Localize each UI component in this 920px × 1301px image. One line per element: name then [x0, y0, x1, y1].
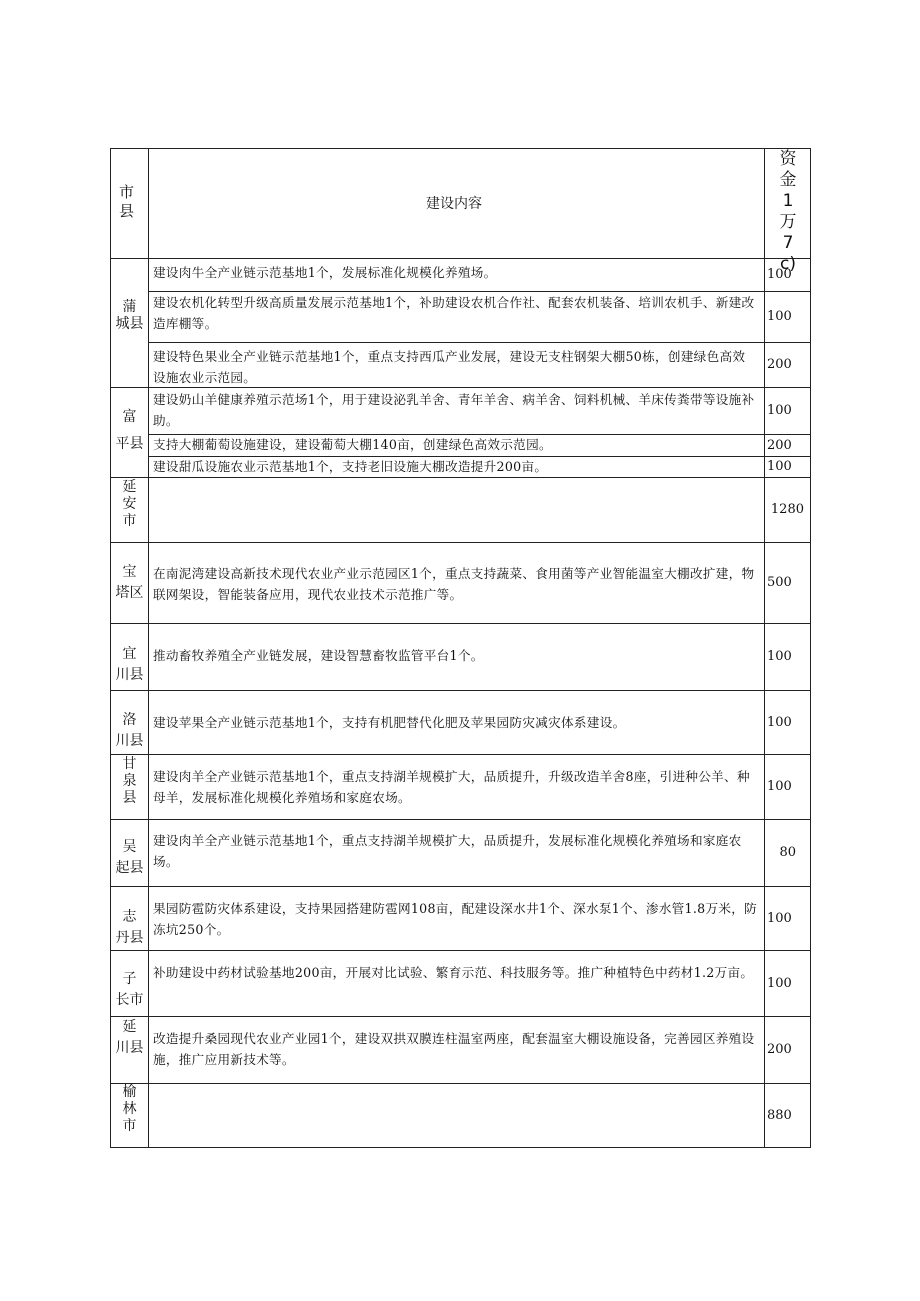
- row-line: [111, 690, 810, 691]
- county-label: 志: [122, 909, 137, 925]
- county-zichang: [111, 971, 148, 1009]
- row-line: [111, 886, 810, 887]
- county-label: 丹县: [115, 930, 144, 946]
- county-label: 川县: [115, 667, 144, 683]
- header-county: [111, 149, 148, 258]
- county-label: 蒲: [122, 299, 137, 315]
- county-label: 泉: [122, 773, 137, 789]
- content-cell: 建设奶山羊健康养殖示范场1个，用于建设泌乳羊舍、青年羊舍、病羊舍、饲料机械、羊床传粪带等设施补助。: [153, 392, 755, 428]
- content-cell: 补助建设中药材试验基地200亩，开展对比试验、繁育示范、科技服务等。推广种植特色中药材1.2万亩。: [153, 965, 754, 980]
- county-label: 子: [122, 971, 137, 987]
- row-line: [111, 1083, 810, 1084]
- content-cell: 建设肉羊全产业链示范基地1个，重点支持湖羊规模扩大，品质提升，升级改造羊舍8座，引进种公羊、种母羊，发展标准化规模化养殖场和家庭农场。: [153, 769, 750, 805]
- row-line: [111, 1016, 810, 1017]
- county-label: 安: [122, 496, 137, 512]
- amount-cell: 100: [767, 403, 792, 418]
- county-yichuan: [111, 646, 148, 684]
- county-ganquan: [111, 756, 148, 807]
- amount-cell: 100: [767, 779, 792, 794]
- amount-cell: 100: [767, 714, 792, 730]
- county-label: 长市: [115, 992, 144, 1008]
- funding-table: [110, 148, 811, 1148]
- county-label: 富: [122, 409, 137, 425]
- county-label: 甘: [122, 756, 137, 772]
- amount-cell: 200: [767, 1042, 792, 1057]
- county-luochuan: [111, 712, 148, 750]
- county-zhidan: [111, 909, 148, 947]
- content-cell: 建设甜瓜设施农业示范基地1个，支持老旧设施大棚改造提升200亩。: [153, 459, 548, 474]
- county-label: 吴: [122, 839, 137, 855]
- county-label: 县: [122, 790, 137, 806]
- content-cell: 支持大棚葡萄设施建设，建设葡萄大棚140亩，创建绿色高效示范园。: [153, 437, 552, 452]
- amount-cell: 100: [767, 459, 792, 474]
- amount-cell: 100: [767, 309, 792, 324]
- amount-cell: 200: [767, 437, 792, 453]
- county-label: 市: [122, 513, 137, 529]
- county-fuping: [111, 409, 148, 453]
- header-county-text: 市县: [119, 183, 135, 220]
- amount-cell: 100: [767, 910, 792, 926]
- amount-cell: 80: [779, 845, 796, 860]
- content-cell: 在南泥湾建设高新技术现代农业产业示范园区1个，重点支持蔬菜、食用菌等产业智能温室大棚改扩建，物联网架设，智能装备应用，现代农业技术示范推广等。: [153, 566, 755, 602]
- amount-cell: 100: [767, 975, 792, 991]
- county-label: 延: [122, 479, 137, 495]
- content-cell: 改造提升桑园现代农业产业园1个，建设双拱双膜连柱温室两座，配套温室大棚设施设备，完善园区养殖设施，推广应用新技术等。: [153, 1031, 755, 1067]
- row-line: [111, 258, 810, 259]
- county-yulin: [111, 1084, 148, 1135]
- county-label: 城县: [115, 316, 144, 332]
- county-label: 平县: [115, 436, 144, 452]
- row-line: [148, 342, 810, 343]
- county-label: 洛: [122, 712, 137, 728]
- county-label: 榆: [122, 1084, 137, 1100]
- content-cell: 建设特色果业全产业链示范基地1个，重点支持西瓜产业发展，建设无支柱钢架大棚50栋，创建绿色高效设施农业示范园。: [153, 349, 746, 385]
- county-label: 川县: [115, 1040, 144, 1056]
- county-label: 林: [122, 1101, 137, 1117]
- county-label: 宝: [122, 564, 137, 580]
- county-baota: [111, 564, 148, 602]
- content-cell: 建设肉牛全产业链示范基地1个，发展标准化规模化养殖场。: [153, 265, 497, 280]
- header-content-text: 建设内容: [426, 196, 482, 212]
- content-cell: 果园防雹防灾体系建设，支持果园搭建防雹网108亩，配建设深水井1个、深水泵1个、渗水管1.8万米，防冻坑250个。: [153, 901, 758, 937]
- amount-cell: 100: [767, 267, 792, 282]
- county-label: 宜: [122, 646, 137, 662]
- row-line: [111, 950, 810, 951]
- content-cell: 推动畜牧养殖全产业链发展，建设智慧畜牧监管平台1个。: [153, 648, 484, 663]
- row-line: [111, 623, 810, 624]
- county-label: 市: [122, 1118, 137, 1134]
- row-line: [111, 477, 810, 478]
- amount-cell: 100: [767, 649, 792, 664]
- content-cell: 建设农机化转型升级高质量发展示范基地1个，补助建设农机合作社、配套农机装备、培训农机手、新建改造库棚等。: [153, 295, 755, 331]
- header-amount: [764, 149, 810, 274]
- county-label: 延: [122, 1019, 137, 1035]
- county-label: 川县: [115, 733, 144, 749]
- county-yanchuan: [111, 1019, 148, 1057]
- amount-cell: 1280: [770, 502, 804, 517]
- amount-cell: 500: [767, 575, 792, 590]
- county-label: 塔区: [115, 585, 144, 601]
- amount-cell: 880: [767, 1107, 792, 1123]
- row-line: [111, 819, 810, 820]
- content-cell: 建设苹果全产业链示范基地1个，支持有机肥替代化肥及苹果园防灾减灾体系建设。: [153, 715, 626, 730]
- county-label: 起县: [115, 860, 144, 876]
- county-wuqi: [111, 839, 148, 877]
- header-amount-text: 资金1万7c): [779, 149, 797, 274]
- row-line: [111, 754, 810, 755]
- county-pucheng: [111, 299, 148, 333]
- amount-cell: 200: [767, 357, 792, 372]
- row-line: [111, 542, 810, 543]
- content-cell: 建设肉羊全产业链示范基地1个，重点支持湖羊规模扩大，品质提升，发展标准化规模化养殖场和家庭农场。: [153, 833, 742, 869]
- header-content: [148, 149, 764, 258]
- county-yanan: [111, 479, 148, 530]
